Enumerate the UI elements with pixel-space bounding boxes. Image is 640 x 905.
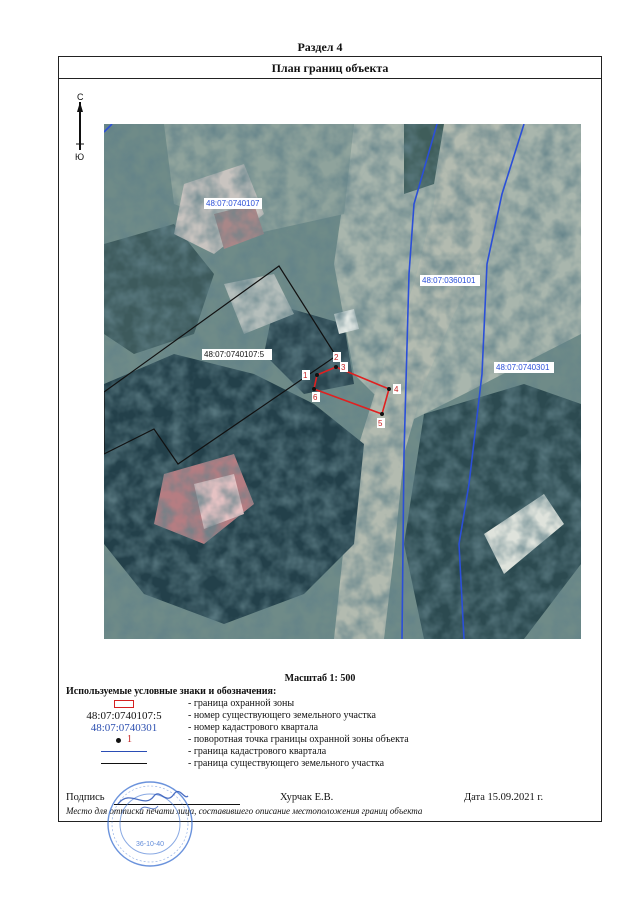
legend-item: - граница охранной зоны xyxy=(66,698,586,710)
signer-name: Хурчак Е.В. xyxy=(280,792,334,803)
quarter-line-symbol xyxy=(101,751,147,752)
quarter-label-2: 48:07:0740301 xyxy=(496,363,550,372)
legend-item: - граница кадастрового квартала xyxy=(66,746,586,758)
parcel-label-2: 48:07:0740107:5 xyxy=(204,350,265,359)
legend-item: 48:07:0740301 - номер кадастрового квартала xyxy=(66,722,586,734)
legend xyxy=(66,698,586,770)
zone-symbol xyxy=(114,700,134,708)
point-label-4: 4 xyxy=(394,385,399,394)
legend-item: 1 - поворотная точка границы охранной зоны объекта xyxy=(66,734,586,746)
legend-title: Используемые условные знаки и обозначения: xyxy=(66,686,277,697)
turning-point xyxy=(315,373,319,377)
quarter-label-1: 48:07:0360101 xyxy=(422,276,476,285)
section-title: Раздел 4 xyxy=(297,40,343,54)
quarter-number-symbol: 48:07:0740301 xyxy=(90,722,158,734)
turning-point-symbol: 1 xyxy=(127,734,132,745)
north-letter: С xyxy=(77,92,84,102)
legend-item: - граница существующего земельного участка xyxy=(66,758,586,770)
point-label-3: 3 xyxy=(341,363,346,372)
turning-point-icon xyxy=(116,738,121,743)
parcel-number-symbol: 48:07:0740107:5 xyxy=(86,710,162,722)
signature-label: Подпись xyxy=(66,792,105,803)
stamp-note: Место для оттиска печати лица, составившего описание местоположения границ объекта xyxy=(66,806,423,816)
satellite-map[interactable] xyxy=(104,124,581,639)
parcel-line-symbol xyxy=(101,763,147,764)
legend-item: 48:07:0740107:5 - номер существующего земельного участка xyxy=(66,710,586,722)
plan-title: План границ объекта xyxy=(59,57,601,79)
scale-label: Масштаб 1: 500 xyxy=(284,673,356,684)
svg-text:36-10-40: 36-10-40 xyxy=(135,841,165,848)
north-arrow xyxy=(73,92,93,162)
point-label-5: 5 xyxy=(378,419,383,428)
parcel-label-1: 48:07:0740107 xyxy=(206,199,260,208)
official-seal xyxy=(100,776,200,870)
signature-date: Дата 15.09.2021 г. xyxy=(464,792,544,803)
point-label-6: 6 xyxy=(313,393,318,402)
point-label-1: 1 xyxy=(303,371,308,380)
point-label-2: 2 xyxy=(334,353,339,362)
south-letter: Ю xyxy=(75,152,85,162)
map-svg xyxy=(104,124,581,639)
